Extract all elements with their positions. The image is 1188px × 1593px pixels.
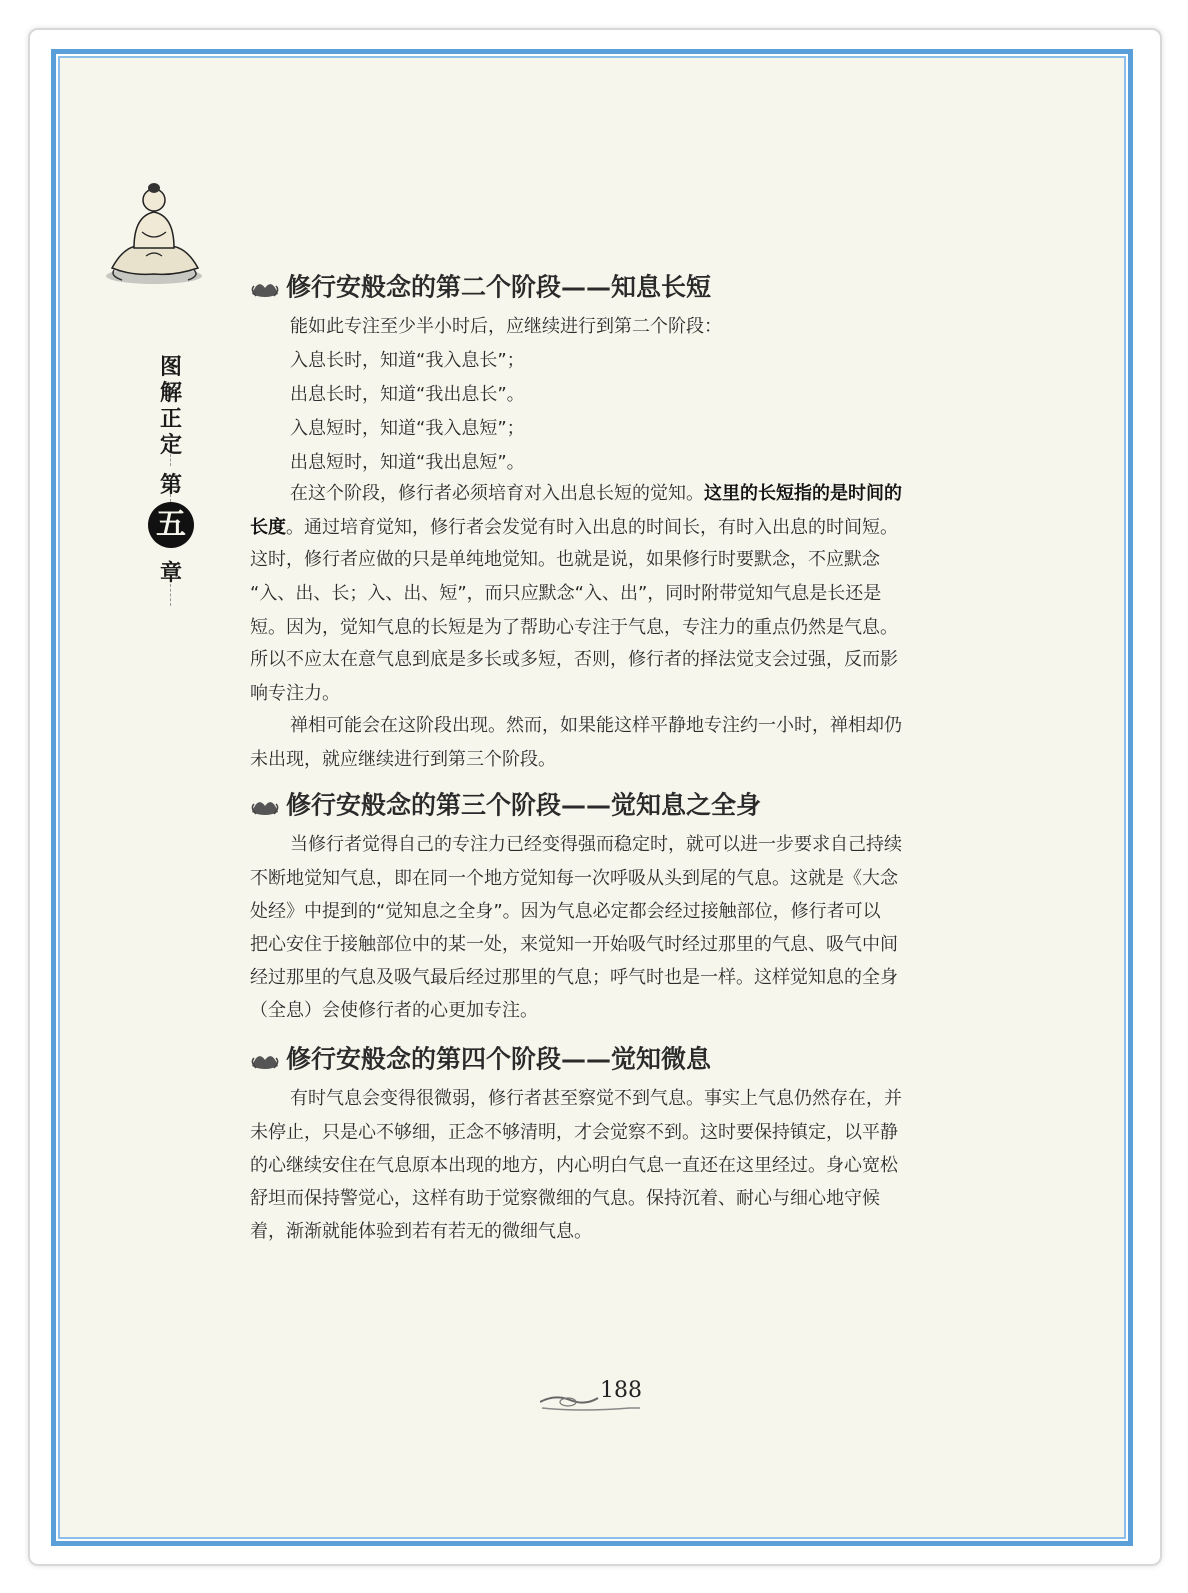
sidebar-divider bbox=[170, 494, 172, 502]
sidebar-divider bbox=[170, 454, 172, 466]
bold-text: 长度 bbox=[250, 517, 286, 538]
sidebar-title-char: 图 bbox=[159, 355, 182, 380]
text-line: 着，渐渐就能体验到若有若无的微细气息。 bbox=[250, 1221, 592, 1242]
sidebar-title-char: 解 bbox=[159, 381, 182, 406]
text-line: 禅相可能会在这阶段出现。然而，如果能这样平静地专注约一小时，禅相却仍 bbox=[290, 715, 902, 736]
text-line: 未停止，只是心不够细，正念不够清明，才会觉察不到。这时要保持镇定，以平静 bbox=[250, 1122, 898, 1143]
section-heading-text: 修行安般念的第三个阶段——觉知息之全身 bbox=[286, 790, 762, 820]
section-heading bbox=[248, 786, 761, 822]
text-line: 入息长时，知道“我入息长”； bbox=[290, 350, 525, 371]
sidebar-chapter-suffix: 章 bbox=[159, 561, 182, 586]
section-heading bbox=[248, 1040, 711, 1076]
text-line bbox=[290, 477, 902, 511]
text-span: 。通过培育觉知，修行者会发觉有时入出息的时间长，有时入出息的时间短。 bbox=[286, 517, 898, 538]
page-number: 188 bbox=[600, 1378, 642, 1403]
lotus-icon bbox=[248, 274, 282, 302]
section-heading-text: 修行安般念的第四个阶段——觉知微息 bbox=[286, 1044, 712, 1074]
text-line: 舒坦而保持警觉心，这样有助于觉察微细的气息。保持沉着、耐心与细心地守候 bbox=[250, 1188, 880, 1209]
sidebar-title-char: 定 bbox=[159, 433, 182, 458]
text-line: “入、出、长；入、出、短”，而只应默念“入、出”，同时附带觉知气息是长还是 bbox=[250, 583, 882, 604]
text-span: 在这个阶段，修行者必须培育对入出息长短的觉知。 bbox=[290, 483, 704, 504]
lotus-icon bbox=[248, 792, 282, 820]
text-line: 当修行者觉得自己的专注力已经变得强而稳定时，就可以进一步要求自己持续 bbox=[290, 834, 902, 855]
text-line: 出息短时，知道“我出息短”。 bbox=[290, 452, 525, 473]
text-line: 入息短时，知道“我入息短”； bbox=[290, 418, 525, 439]
text-line: 把心安住于接触部位中的某一处，来觉知一开始吸气时经过那里的气息、吸气中间 bbox=[250, 934, 898, 955]
sidebar-divider bbox=[170, 584, 172, 606]
sidebar-chapter-prefix: 第 bbox=[159, 473, 182, 498]
section-heading bbox=[248, 268, 711, 304]
chapter-number-badge: 五 bbox=[148, 502, 194, 548]
buddha-figure-icon bbox=[104, 176, 204, 286]
lotus-icon bbox=[248, 1046, 282, 1074]
text-line: 这时，修行者应做的只是单纯地觉知。也就是说，如果修行时要默念，不应默念 bbox=[250, 549, 880, 570]
text-line: 短。因为，觉知气息的长短是为了帮助心专注于气息，专注力的重点仍然是气息。 bbox=[250, 617, 898, 638]
text-line: 经过那里的气息及吸气最后经过那里的气息；呼气时也是一样。这样觉知息的全身 bbox=[250, 967, 898, 988]
text-line: （全息）会使修行者的心更加专注。 bbox=[250, 1000, 538, 1021]
text-line: 所以不应太在意气息到底是多长或多短，否则，修行者的择法觉支会过强，反而影 bbox=[250, 649, 898, 670]
text-line: 能如此专注至少半小时后，应继续进行到第二个阶段： bbox=[290, 316, 722, 337]
sidebar-title-char: 正 bbox=[159, 407, 182, 432]
bold-text: 这里的长短指的是时间的 bbox=[704, 483, 902, 504]
section-heading-text: 修行安般念的第二个阶段——知息长短 bbox=[286, 272, 712, 302]
text-line: 的心继续安住在气息原本出现的地方，内心明白气息一直还在这里经过。身心宽松 bbox=[250, 1155, 898, 1176]
text-line: 响专注力。 bbox=[250, 683, 340, 704]
text-line: 未出现，就应继续进行到第三个阶段。 bbox=[250, 749, 556, 770]
text-line bbox=[250, 511, 898, 545]
text-line: 有时气息会变得很微弱，修行者甚至察觉不到气息。事实上气息仍然存在，并 bbox=[290, 1088, 902, 1109]
text-line: 处经》中提到的“觉知息之全身”。因为气息必定都会经过接触部位，修行者可以 bbox=[250, 901, 881, 922]
chapter-sidebar bbox=[148, 350, 194, 610]
text-line: 出息长时，知道“我出息长”。 bbox=[290, 384, 525, 405]
text-line: 不断地觉知气息，即在同一个地方觉知每一次呼吸从头到尾的气息。这就是《大念 bbox=[250, 868, 898, 889]
